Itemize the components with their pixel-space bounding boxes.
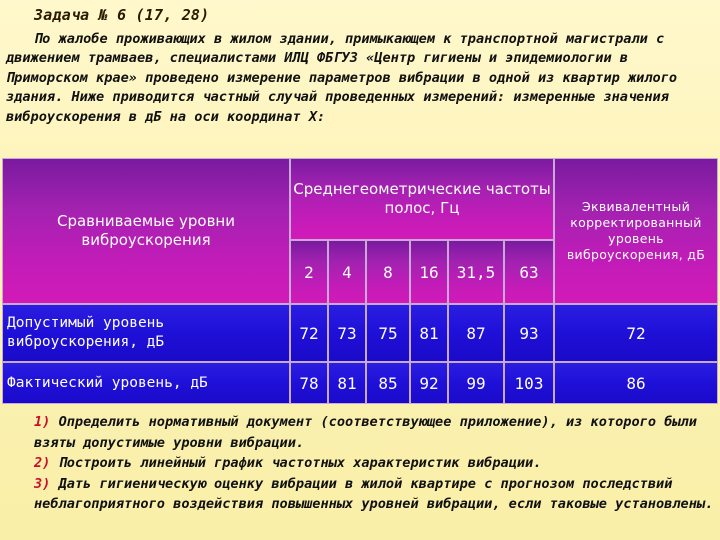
value-cell: 85 [366, 362, 410, 404]
value-cell: 75 [366, 304, 410, 362]
value-cell: 81 [328, 362, 366, 404]
value-cell: 87 [448, 304, 504, 362]
freq-cell: 4 [328, 240, 366, 304]
vibration-table [2, 158, 718, 404]
freq-cell: 63 [504, 240, 554, 304]
intro-paragraph: По жалобе проживающих в жилом здании, примыкающем к транспортной магистрали с движением трамваев, специалистами ИЛЦ ФБГУЗ «Центр гигиены и эпидемиологии в Приморском крае» проведено измерение параметров вибрации в одной из квартир жилого здания. Ниже приводится частный случай проведенных измерений: измеренные значения виброускорения в дБ на оси координат X: [6, 31, 678, 125]
value-cell: 103 [504, 362, 554, 404]
task-text: Определить нормативный документ (соответствующее приложение), из которого были взяты допустимые уровни вибрации. [34, 414, 697, 451]
task-item [6, 474, 714, 515]
freq-cell: 16 [410, 240, 448, 304]
value-cell: 92 [410, 362, 448, 404]
task-number: 3) [34, 475, 51, 492]
task-text: Дать гигиеническую оценку вибрации в жилой квартире с прогнозом последствий неблагоприятного воздействия повышенных уровней вибрации, если таковые установлены. [34, 475, 714, 512]
task-title: Задача № 6 (17, 28) [34, 6, 210, 24]
header-equivalent-level: Эквивалентный корректированный уровень виброускорения, дБ [554, 158, 718, 304]
freq-cell: 2 [290, 240, 328, 304]
freq-cell: 8 [366, 240, 410, 304]
task-item [6, 453, 714, 474]
value-cell: 73 [328, 304, 366, 362]
header-frequencies: Среднегеометрические частоты полос, Гц [290, 158, 554, 240]
equivalent-value-cell: 86 [554, 362, 718, 404]
value-cell: 99 [448, 362, 504, 404]
row-label-permissible: Допустимый уровень виброускорения, дБ [2, 304, 290, 362]
row-label-actual: Фактический уровень, дБ [2, 362, 290, 404]
task-item [6, 412, 714, 453]
value-cell: 93 [504, 304, 554, 362]
task-number: 1) [34, 414, 51, 430]
freq-cell: 31,5 [448, 240, 504, 304]
value-cell: 81 [410, 304, 448, 362]
task-list [6, 412, 714, 515]
task-text: Построить линейный график частотных характеристик вибрации. [58, 455, 542, 471]
task-number: 2) [34, 455, 51, 471]
header-compared-levels: Сравниваемые уровни виброускорения [2, 158, 290, 304]
value-cell: 72 [290, 304, 328, 362]
value-cell: 78 [290, 362, 328, 404]
equivalent-value-cell: 72 [554, 304, 718, 362]
